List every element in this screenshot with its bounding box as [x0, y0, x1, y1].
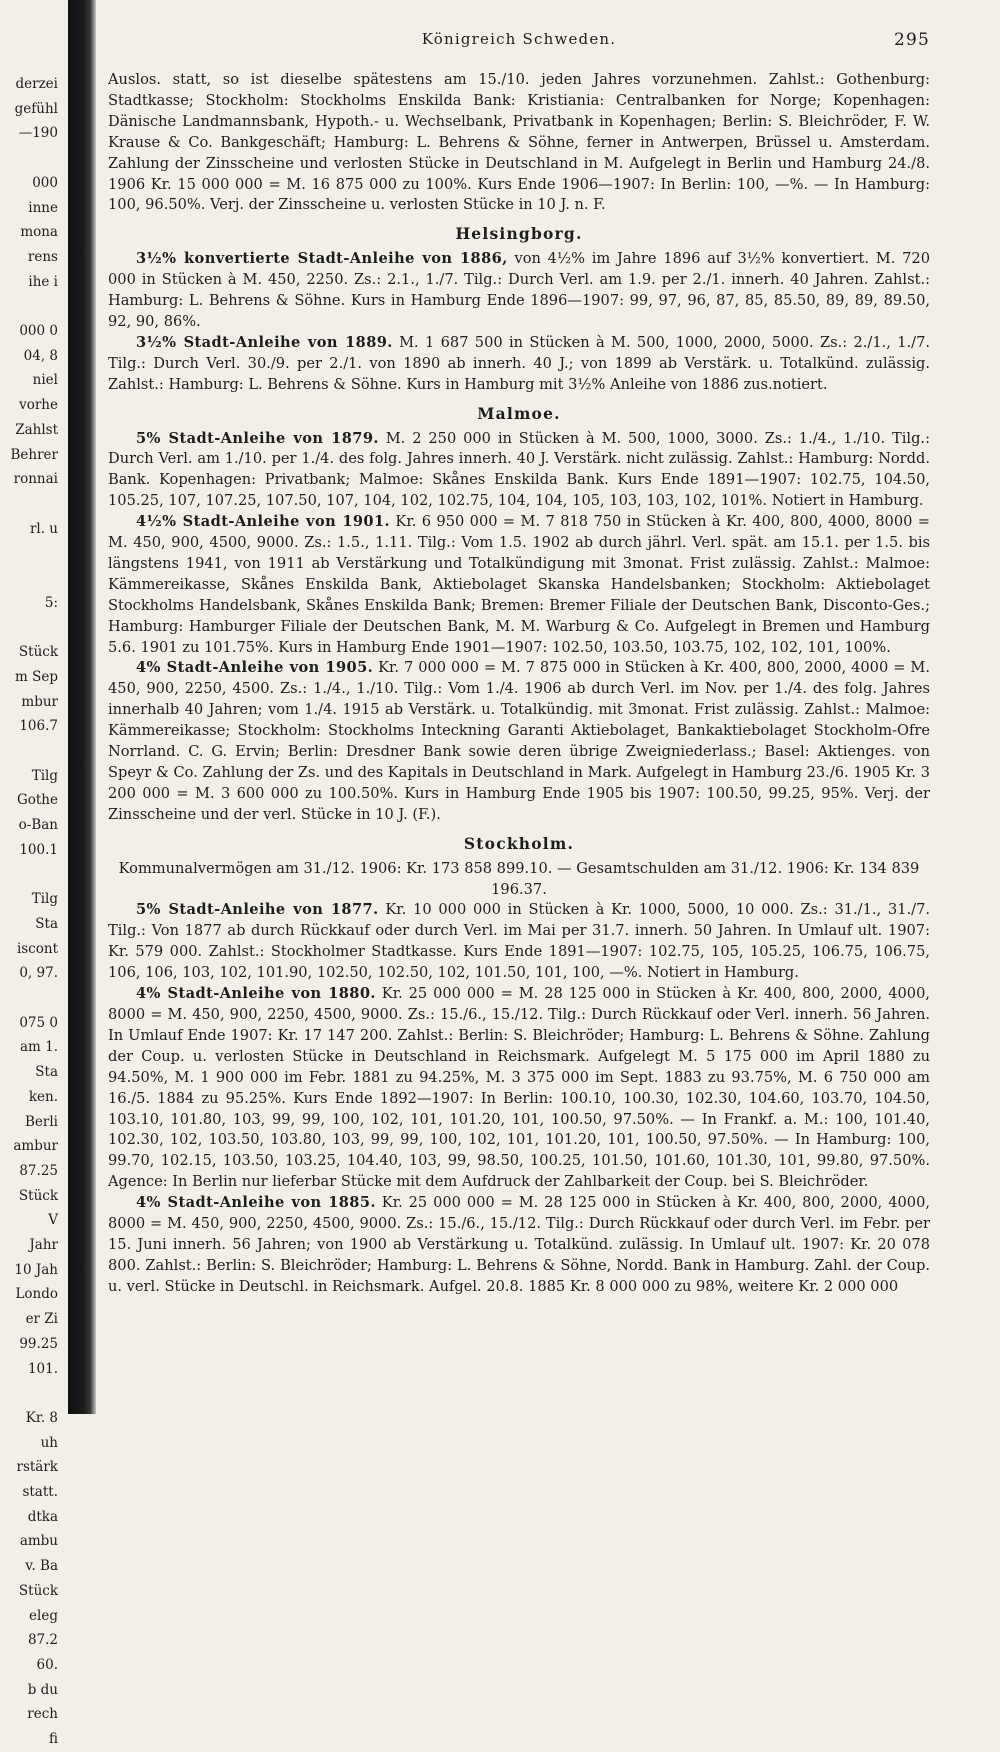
loan-entry: [108, 1193, 930, 1298]
left-margin-fragment: 10 Jah: [14, 1261, 58, 1278]
section-heading-helsingborg: Helsingborg.: [455, 224, 583, 244]
intro-paragraph: Auslos. statt, so ist dieselbe spätestens am 15./10. jeden Jahres vorzunehmen. Zahlst.: Gothenburg: Stadtkasse; Stockholm: Stockholms Enskilda Bank: Kristiania: Centralbanken for Norge; Kopenhagen: Dänische Landmannsbank, Hypoth.- u. Wechselbank, Privatbank in Kopenhagen; Berlin: S. Bleichröder, F. W. Krause & Co. Bankgeschäft; Hamburg: L. Behrens & Söhne, ferner in Antwerpen, Brüssel u. Amsterdam. Zahlung der Zinsscheine und verlosten Stücke in Deutschland in M. Aufgelegt in Berlin und Hamburg 24./8. 1906 Kr. 15 000 000 = M. 16 875 000 zu 100%. Kurs Ende 1906—1907: In Berlin: 100, —%. — In Hamburg: 100, 96.50%. Verj. der Zinsscheine u. verlosten Stücke in 10 J. n. F.: [108, 71, 930, 214]
loan-title: 4% Stadt-Anleihe von 1905.: [136, 659, 374, 677]
left-margin-fragment: [0, 739, 60, 764]
left-margin-fragment: er Zi: [25, 1311, 58, 1328]
loan-title: 4½% Stadt-Anleihe von 1901.: [136, 513, 391, 531]
stockholm-preface: Kommunalvermögen am 31./12. 1906: Kr. 173 858 899.10. — Gesamtschulden am 31./12. 1906: Kr. 134 839 196.37.: [118, 859, 920, 898]
left-margin-fragment: Tilg: [31, 767, 58, 784]
left-margin-fragment: eleg: [29, 1607, 58, 1624]
loan-text: Kr. 6 950 000 = M. 7 818 750 in Stücken à Kr. 400, 800, 4000, 8000 = M. 450, 900, 4500, 9000. Zs.: 1.5., 1.11. Tilg.: Vom 1.5. 1902 ab durch jährl. Verl. spät. am 15.1. per 1.5. bis längstens 1941, von 1911 ab Verstärkung und Totalkündigung mit 3monat. Frist zulässig. Zahlst.: Malmoe: Kämmereikasse, Skånes Enskilda Bank, Aktiebolaget Skanska Handelsbanken; Stockholm: Aktiebolaget Stockholms Handelsbank, Skånes Enskilda Bank; Bremen: Bremer Filiale der Deutschen Bank, Disconto-Ges.; Hamburg: Hamburger Filiale der Deutschen Bank, M. M. Warburg & Co. Aufgelegt in Bremen und Hamburg 5.6. 1901 zu 101.75%. Kurs in Hamburg Ende 1901—1907: 102.50, 103.50, 103.75, 102, 102, 101, 100%.: [108, 513, 931, 656]
loan-entry: [108, 658, 930, 825]
left-margin-fragment: [0, 541, 60, 566]
left-margin-fragment: Tilg: [31, 891, 58, 908]
left-margin-fragment: 106.7: [19, 718, 58, 735]
loan-title: 5% Stadt-Anleihe von 1877.: [136, 901, 379, 919]
left-margin-fragment: mbur: [21, 693, 58, 710]
left-margin-fragment: [0, 863, 60, 888]
left-margin-fragment: ihe i: [28, 273, 58, 290]
left-margin-fragment: ronnai: [13, 471, 58, 488]
section-heading-stockholm: Stockholm.: [463, 833, 575, 853]
left-margin-fragment: ambur: [13, 1138, 58, 1155]
left-margin-fragment: iscont: [16, 940, 58, 957]
left-margin-fragment: rstärk: [16, 1459, 58, 1476]
left-margin-fragment: 0, 97.: [19, 965, 58, 982]
left-margin-fragment: rl. u: [29, 520, 58, 537]
left-margin-fragment: 99.25: [19, 1335, 58, 1352]
left-margin-fragment: Kr. 8: [25, 1409, 58, 1426]
left-margin-fragment: ambu: [19, 1533, 58, 1550]
left-margin-fragment: 87.25: [19, 1162, 58, 1179]
loan-text: Kr. 10 000 000 in Stücken à Kr. 1000, 5000, 10 000. Zs.: 31./1., 31./7. Tilg.: Von 1877 ab durch Rückkauf oder durch Verl. im Mai per 31.7. innerh. 50 Jahren. In Umlauf ult. 1907: Kr. 579 000. Zahlst.: Stockholmer Stadtkasse. Kurs Ende 1891—1907: 102.75, 105, 105.25, 106.75, 106.75, 106, 106, 103, 102, 101.90, 102.50, 102.50, 102, 101.50, 101, 100, —%. Notiert in Hamburg.: [108, 901, 930, 982]
left-margin-fragment: V: [48, 1212, 58, 1229]
left-margin-fragment: [0, 294, 60, 319]
left-margin-lines: [0, 0, 62, 1752]
left-margin-fragment: b du: [27, 1681, 58, 1698]
loan-entry: [108, 984, 930, 1193]
left-margin-fragment: Gothe: [16, 792, 58, 809]
left-margin-fragment: vorhe: [19, 397, 58, 414]
section-heading-malmoe: Malmoe.: [477, 403, 561, 423]
loan-title: 4% Stadt-Anleihe von 1885.: [136, 1194, 376, 1212]
loan-title: 4% Stadt-Anleihe von 1880.: [136, 985, 376, 1003]
loan-entry: [108, 429, 930, 513]
left-margin-fragment: uh: [40, 1434, 58, 1451]
left-margin-fragment: Sta: [35, 1064, 58, 1081]
page-body: [108, 70, 930, 1298]
left-margin-fragment: Behrer: [10, 446, 58, 463]
running-head-title: Königreich Schweden.: [421, 30, 617, 48]
left-margin-fragment: Zahlst: [15, 421, 58, 438]
loan-text: Kr. 25 000 000 = M. 28 125 000 in Stücken à Kr. 400, 800, 2000, 4000, 8000 = M. 450, 900, 2250, 4500, 9000. Zs.: 15./6., 15./12. Tilg.: Durch Rückkauf oder Verl. innerh. 56 Jahren. In Umlauf Ende 1907: Kr. 17 147 200. Zahlst.: Berlin: S. Bleichröder; Hamburg: L. Behrens & Söhne. Zahlung der Coup. u. verlosten Stücke in Deutschland in Reichsmark. Aufgelegt M. 5 175 000 im April 1880 zu 94.50%, M. 1 900 000 im Febr. 1881 zu 94.25%, M. 3 375 000 im Sept. 1883 zu 93.75%, M. 6 750 000 am 16./5. 1884 zu 95.25%. Kurs Ende 1892—1907: In Berlin: 100.10, 100.30, 102.30, 104.60, 103.70, 104.50, 103.10, 101.80, 103, 99, 99, 100, 102, 101, 101.20, 101, 100.50, 97.50%. — In Frankf. a. M.: 100, 101.40, 102.30, 102, 103.50, 103.80, 103, 99, 99, 100, 102, 101, 101.20, 101, 100.50, 97.50%. — In Hamburg: 100, 99.70, 102.15, 103.50, 103.25, 104.40, 103, 99, 98.50, 100.25, 101.50, 101.60, 101.30, 101, 99.80, 97.50%. Agence: In Berlin nur lieferbar Stücke mit dem Aufdruck der Zahlbarkeit der Coup. bei S. Bleichröder.: [108, 985, 930, 1191]
left-margin-fragment: Londo: [15, 1286, 58, 1303]
page-number: 295: [893, 30, 930, 50]
left-margin-fragment: ken.: [28, 1088, 58, 1105]
left-margin-fragment: derzei: [15, 76, 58, 92]
loan-text: von 4½% im Jahre 1896 auf 3½% konvertiert. M. 720 000 in Stücken à M. 450, 2250. Zs.: 2.1., 1./7. Tilg.: Durch Verl. am 1.9. per 2./1. innerh. 40 Jahren. Zahlst.: Hamburg: L. Behrens & Söhne. Kurs in Hamburg Ende 1896—1907: 99, 97, 96, 87, 85, 85.50, 89, 89, 89.50, 92, 90, 86%.: [108, 250, 930, 330]
loan-text: M. 1 687 500 in Stücken à M. 500, 1000, 2000, 5000. Zs.: 2./1., 1./7. Tilg.: Durch Verl. 30./9. per 2./1. von 1890 ab innerh. 40 J.; von 1899 ab Verstärk. u. Totalkünd. zulässig. Zahlst.: Hamburg: L. Behrens & Söhne. Kurs in Hamburg mit 3½% Anleihe von 1886 zus.notiert.: [108, 333, 930, 393]
left-margin-fragment: 04, 8: [23, 347, 58, 364]
left-margin-fragment: 075 0: [19, 1014, 58, 1031]
loan-title: 3½% Stadt-Anleihe von 1889.: [136, 333, 393, 351]
left-margin-fragment: Stück: [18, 1187, 58, 1204]
loan-entry: [108, 900, 930, 984]
left-margin-fragment: niel: [32, 372, 58, 389]
left-margin-fragment: Stück: [18, 644, 58, 661]
left-margin-fragment: 100.1: [19, 841, 58, 858]
left-margin-fragment: 5:: [44, 594, 58, 611]
left-margin-fragment: Berli: [25, 1113, 58, 1130]
left-margin-fragment: [0, 492, 60, 517]
loan-text: Kr. 25 000 000 = M. 28 125 000 in Stücken à Kr. 400, 800, 2000, 4000, 8000 = M. 450, 900, 2250, 4500, 9000. Zs.: 15./6., 15./12. Tilg.: Durch Rückkauf oder durch Verl. im Febr. per 15. Juni innerh. 56 Jahren; von 1900 ab Verstärkung u. Totalkünd. zulässig. In Umlauf ult. 1907: Kr. 20 078 800. Zahlst.: Berlin: S. Bleichröder; Hamburg: L. Behrens & Söhne, Nordd. Bank in Hamburg. Zahl. der Coup. u. verl. Stücke in Deutschl. in Reichsmark. Aufgel. 20.8. 1885 Kr. 8 000 000 zu 98%, weitere Kr. 2 000 000: [108, 1194, 930, 1295]
left-margin-fragment: 101.: [27, 1360, 58, 1377]
left-margin-fragment: gefühl: [14, 100, 58, 117]
left-margin-fragment: 000 0: [19, 323, 58, 340]
loan-title: 3½% konvertierte Stadt-Anleihe von 1886,: [136, 250, 508, 268]
loan-text: Kr. 7 000 000 = M. 7 875 000 in Stücken à Kr. 400, 800, 2000, 4000 = M. 450, 900, 2250, 4500. Zs.: 1./4., 1./10. Tilg.: Vom 1./4. 1906 ab durch Verl. im Nov. per 1./4. des folg. Jahres innerhalb 40 Jahren; vom 1./4. 1915 ab Verstärk. u. Totalkündig. mit 3monat. Frist zulässig. Zahlst.: Malmoe: Kämmereikasse; Stockholm: Stockholms Inteckning Garanti Aktiebolaget, Bankaktiebolaget Stockholm-Ofre Norrland. C. G. Ervin; Berlin: Dresdner Bank sowie deren übrige Zweigniederlass.; Basel: Aktienges. von Speyr & Co. Zahlung der Zs. und des Kapitals in Deutschland in Mark. Aufgelegt in Hamburg 23./6. 1905 Kr. 3 200 000 = M. 3 600 000 zu 100.50%. Kurs in Hamburg Ende 1905 bis 1907: 100.50, 99.25, 95%. Verj. der Zinsscheine und der verl. Stücke in 10 J. (F.).: [108, 659, 930, 823]
left-margin-fragment: [0, 986, 60, 1011]
left-margin-fragment: Sta: [35, 915, 58, 932]
left-margin-fragment: inne: [28, 199, 58, 216]
left-margin-fragment: Stück: [18, 1582, 58, 1599]
left-margin-fragment: 87.2: [27, 1632, 58, 1649]
left-margin-fragment: [0, 1381, 60, 1406]
loan-entry: [108, 249, 930, 333]
left-margin-fragment: fi: [48, 1731, 58, 1748]
left-margin-fragment: rech: [27, 1706, 58, 1723]
loan-text: M. 2 250 000 in Stücken à M. 500, 1000, 3000. Zs.: 1./4., 1./10. Tilg.: Durch Verl. am 1./10. per 1./4. des folg. Jahres innerh. 40 J. Verstärk. nicht zulässig. Zahlst.: Hamburg: Nordd. Bank. Kopenhagen: Privatbank; Malmoe: Skånes Enskilda Bank. Kurs Ende 1891—1907: 102.75, 104.50, 105.25, 107, 107.25, 107.50, 107, 104, 102, 102.75, 104, 104, 105, 103, 103, 102, 101%. Notiert in Hamburg.: [108, 429, 930, 510]
running-head: [108, 30, 930, 52]
left-margin-fragment: [0, 146, 60, 171]
left-margin-fragment: rens: [27, 248, 58, 265]
loan-entry: [108, 333, 930, 396]
left-margin-fragment: o-Ban: [18, 817, 58, 834]
left-margin-fragment: [0, 566, 60, 591]
left-margin-fragment: m Sep: [15, 668, 58, 685]
left-margin-fragment: [0, 615, 60, 640]
page: [108, 0, 930, 1414]
left-margin-fragment: am 1.: [19, 1039, 58, 1056]
left-margin-fragment: statt.: [22, 1484, 58, 1501]
loan-entry: [108, 512, 930, 658]
left-margin-fragment: dtka: [27, 1508, 58, 1525]
loan-title: 5% Stadt-Anleihe von 1879.: [136, 429, 379, 447]
left-margin-fragment: 000: [32, 174, 58, 191]
left-margin-fragment: mona: [20, 224, 58, 241]
left-margin-fragment: 60.: [36, 1657, 58, 1673]
left-margin-fragment: v. Ba: [25, 1558, 58, 1575]
left-margin-fragment: Jahr: [29, 1237, 58, 1254]
left-margin-fragment: —190: [18, 125, 58, 142]
left-margin-bleed: [0, 0, 62, 1748]
book-spine-gutter: [68, 0, 96, 1414]
